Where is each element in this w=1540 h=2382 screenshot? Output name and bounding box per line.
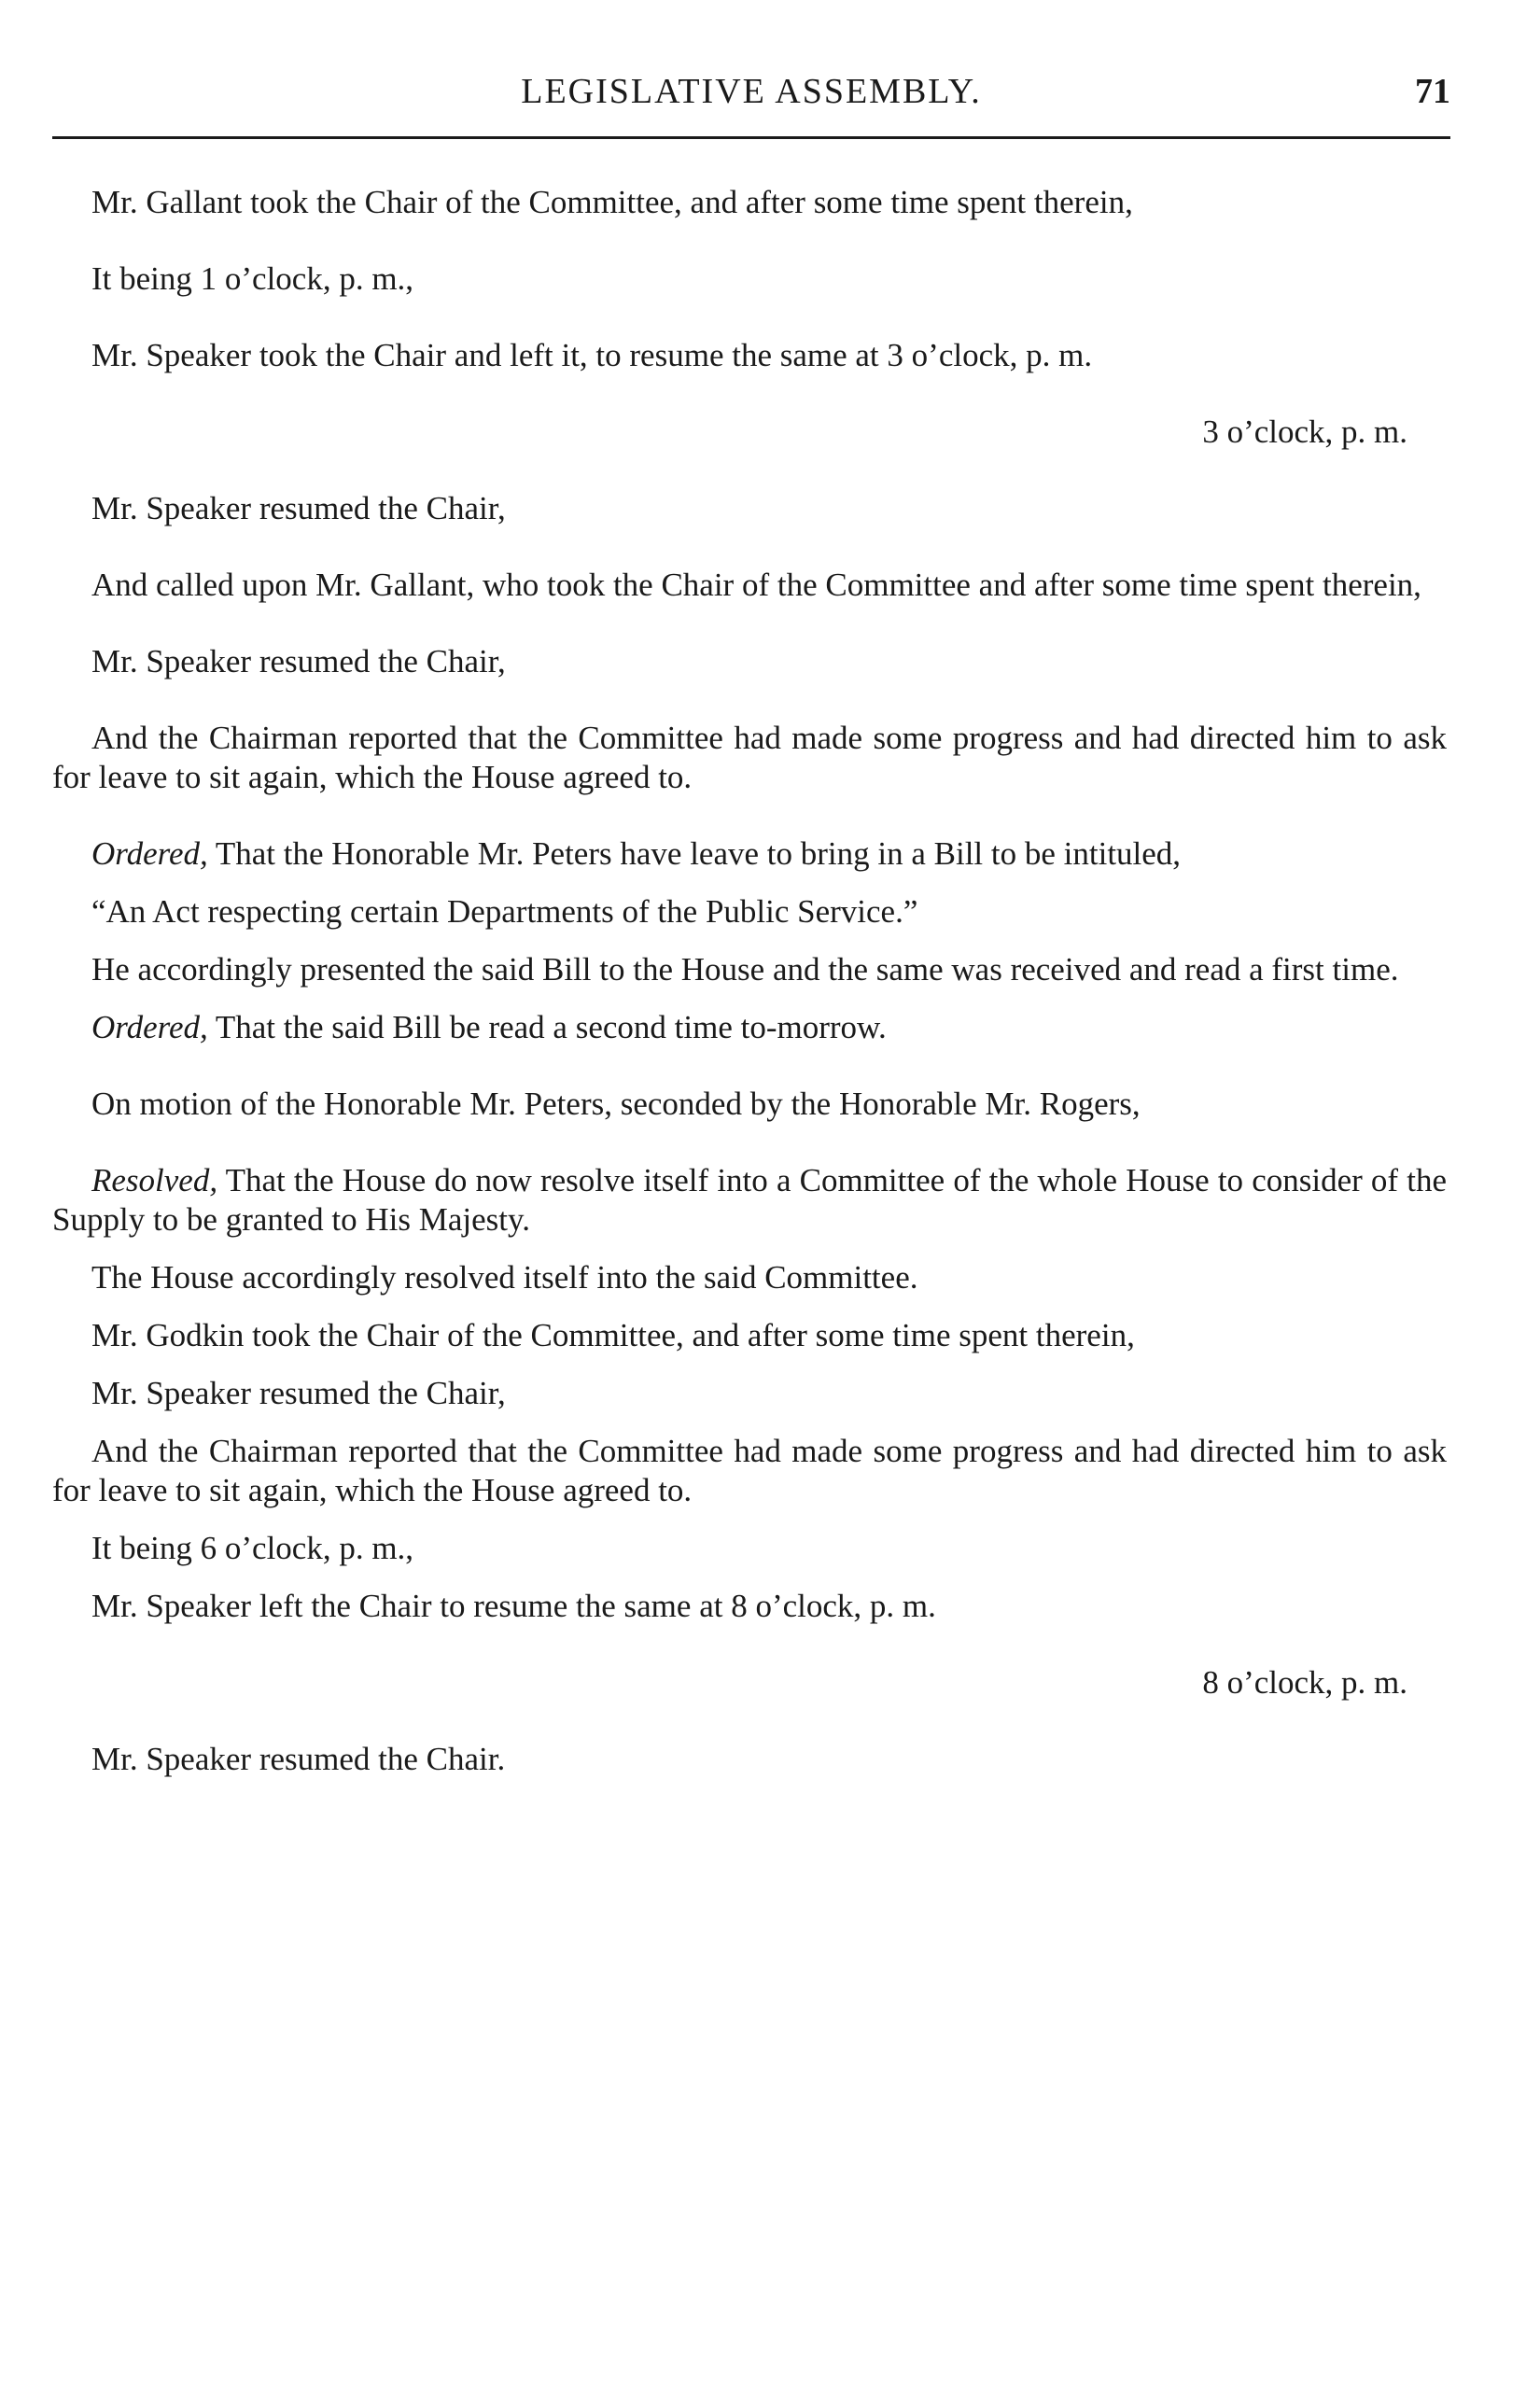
page-number: 71 bbox=[1415, 72, 1450, 111]
time-marker: 8 o’clock, p. m. bbox=[1202, 1664, 1407, 1701]
paragraph: On motion of the Honorable Mr. Peters, seconded by the Honorable Mr. Rogers, bbox=[91, 1086, 1141, 1122]
paragraph: Mr. Speaker resumed the Chair, bbox=[91, 1375, 506, 1411]
paragraph: Mr. Gallant took the Chair of the Committee, and after some time spent therein, bbox=[91, 184, 1133, 220]
paragraph: And the Chairman reported that the Committee had made some progress and had directed him to ask for leave to sit again, which the House agreed to. bbox=[52, 720, 1447, 795]
ordered-lead: Ordered, bbox=[91, 1009, 208, 1045]
paragraph: He accordingly presented the said Bill to the House and the same was received and read a first time. bbox=[91, 951, 1399, 988]
paragraph: Mr. Speaker left the Chair to resume the same at 8 o’clock, p. m. bbox=[91, 1588, 936, 1624]
paragraph: Ordered, That the said Bill be read a second time to-morrow. bbox=[91, 1009, 887, 1045]
paragraph: Ordered, That the Honorable Mr. Peters have leave to bring in a Bill to be intituled, bbox=[91, 835, 1182, 872]
paragraph: Mr. Godkin took the Chair of the Committee, and after some time spent therein, bbox=[91, 1317, 1135, 1353]
paragraph: And called upon Mr. Gallant, who took the Chair of the Committee and after some time spent therein, bbox=[91, 567, 1421, 603]
journal-body bbox=[52, 183, 1447, 1816]
ordered-lead: Ordered, bbox=[91, 835, 208, 872]
paragraph: Mr. Speaker resumed the Chair, bbox=[91, 490, 506, 526]
running-head bbox=[52, 65, 1450, 121]
paragraph: Resolved, That the House do now resolve itself into a Committee of the whole House to consider of the Supply to be granted to His Majesty. bbox=[52, 1162, 1447, 1238]
running-title: LEGISLATIVE ASSEMBLY. bbox=[521, 72, 982, 111]
header-rule bbox=[52, 136, 1450, 139]
time-marker: 3 o’clock, p. m. bbox=[1202, 413, 1407, 450]
paragraph: It being 6 o’clock, p. m., bbox=[91, 1530, 414, 1566]
paragraph: The House accordingly resolved itself into the said Committee. bbox=[91, 1259, 918, 1296]
paragraph: And the Chairman reported that the Committee had made some progress and had directed him to ask for leave to sit again, which the House agreed to. bbox=[52, 1433, 1447, 1508]
paragraph: Mr. Speaker resumed the Chair, bbox=[91, 643, 506, 680]
paragraph: Mr. Speaker resumed the Chair. bbox=[91, 1741, 506, 1777]
paragraph: “An Act respecting certain Departments of the Public Service.” bbox=[91, 893, 918, 930]
paragraph: Mr. Speaker took the Chair and left it, to resume the same at 3 o’clock, p. m. bbox=[91, 337, 1093, 373]
paragraph: It being 1 o’clock, p. m., bbox=[91, 260, 414, 297]
resolved-lead: Resolved, bbox=[91, 1162, 218, 1198]
